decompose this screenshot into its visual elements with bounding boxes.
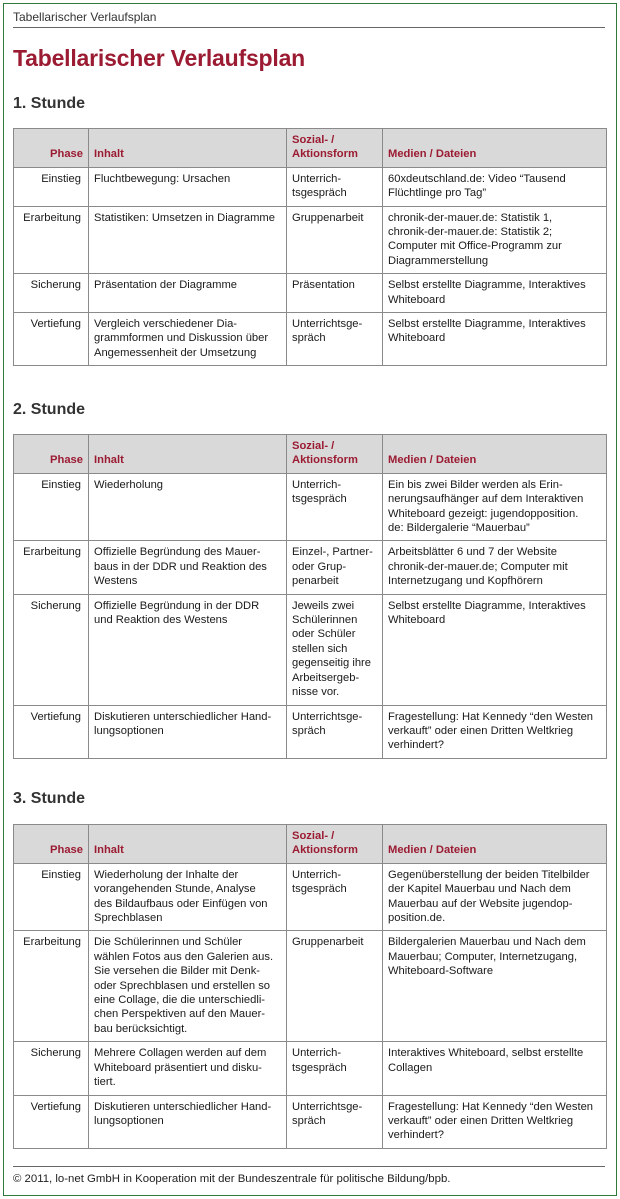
cell-line: Computer mit Office-Programm zur [388, 240, 562, 253]
cell-line: Wiederholung [94, 478, 164, 491]
cell-line: nerungsaufhänger auf dem Interaktiven [388, 493, 584, 506]
cell-line: Präsentation der Diagramme [94, 279, 238, 292]
cell-line: Diskutieren unterschiedlicher Hand- [94, 1100, 272, 1113]
cell-line: oder Grup- [292, 560, 347, 573]
column-header-phase: Phase [14, 825, 89, 864]
cell-line: 60xdeutschland.de: Video “Tausend [388, 172, 566, 185]
inhalt-cell [89, 167, 287, 206]
cell-line: de: Bildergalerie “Mauerbau” [388, 522, 530, 535]
cell-line: Fragestellung: Hat Kennedy “den Westen [388, 1100, 594, 1113]
column-header-medien: Medien / Dateien [383, 129, 607, 168]
column-header-inhalt: Inhalt [89, 435, 287, 474]
cell-line: Arbeitsblätter 6 und 7 der Website [388, 546, 557, 559]
sozialform-cell [287, 594, 383, 705]
cell-line: lungsoptionen [94, 724, 164, 737]
column-header-sozialform [287, 129, 383, 168]
medien-cell [383, 313, 607, 366]
cell-line: chen Perspektiven auf den Mauer- [94, 1008, 266, 1021]
table-row [14, 863, 607, 931]
phase-cell: Sicherung [14, 594, 89, 705]
lesson-table [13, 824, 607, 1149]
column-header-sozialform [287, 825, 383, 864]
cell-line: Westens [94, 575, 138, 588]
sozialform-cell [287, 206, 383, 274]
cell-line: oder Schüler [292, 628, 356, 641]
lesson-table [13, 128, 607, 366]
cell-line: Statistiken: Umsetzen in Diagramme [94, 211, 275, 224]
cell-line: Bildergalerien Mauerbau und Nach dem [388, 936, 586, 949]
sozialform-cell [287, 863, 383, 931]
cell-line: Jeweils zwei [292, 599, 355, 612]
cell-line: Ein bis zwei Bilder werden als Erin- [388, 478, 563, 491]
cell-line: Selbst erstellte Diagramme, Interaktives [388, 279, 586, 292]
cell-line: Whiteboard [388, 293, 446, 306]
cell-line: penarbeit [292, 575, 339, 588]
column-header-medien: Medien / Dateien [383, 435, 607, 474]
phase-cell: Erarbeitung [14, 931, 89, 1042]
cell-line: tsgespräch [292, 493, 347, 506]
cell-line: Fluchtbewegung: Ursachen [94, 172, 231, 185]
table-row [14, 541, 607, 594]
cell-line: Die Schülerinnen und Schüler [94, 936, 243, 949]
inhalt-cell [89, 931, 287, 1042]
cell-line: Unterrich- [292, 478, 342, 491]
cell-line: gegenseitig ihre [292, 657, 371, 670]
cell-line: des Bildaufbaus oder Einfügen von [94, 897, 268, 910]
cell-line: Offizielle Begründung des Mauer- [94, 546, 261, 559]
cell-line: chronik-der-mauer.de; Computer mit [388, 560, 568, 573]
cell-line: stellen sich [292, 642, 348, 655]
cell-line: tiert. [94, 1076, 116, 1089]
cell-line: Selbst erstellte Diagramme, Interaktives [388, 318, 586, 331]
cell-line: Gegenüberstellung der beiden Titelbilder [388, 868, 590, 881]
running-header: Tabellarischer Verlaufsplan [13, 10, 157, 24]
inhalt-cell [89, 1042, 287, 1095]
header-line: Aktionsform [292, 844, 358, 857]
inhalt-cell [89, 313, 287, 366]
cell-line: Fragestellung: Hat Kennedy “den Westen [388, 710, 594, 723]
cell-line: Vergleich verschiedener Dia- [94, 318, 238, 331]
sozialform-cell [287, 473, 383, 541]
cell-line: Flüchtlinge pro Tag” [388, 187, 487, 200]
sozialform-cell [287, 313, 383, 366]
table-row [14, 594, 607, 705]
cell-line: verkauft” oder einen Dritten Weltkrieg [388, 724, 574, 737]
cell-line: baus in der DDR und Reaktion des [94, 560, 267, 573]
cell-line: Interaktives Whiteboard, selbst erstellte [388, 1047, 584, 1060]
cell-line: Offizielle Begründung in der DDR [94, 599, 260, 612]
cell-line: Collagen [388, 1061, 433, 1074]
section-heading: 2. Stunde [13, 401, 86, 418]
table-row [14, 167, 607, 206]
cell-line: Whiteboard [388, 614, 446, 627]
sozialform-cell [287, 931, 383, 1042]
column-header-phase: Phase [14, 129, 89, 168]
cell-line: grammformen und Diskussion über [94, 332, 269, 345]
cell-line: Sie versehen die Bilder mit Denk- [94, 965, 261, 978]
phase-cell: Einstieg [14, 473, 89, 541]
page-title: Tabellarischer Verlaufsplan [13, 45, 306, 71]
table-row [14, 1042, 607, 1095]
cell-line: tsgespräch [292, 187, 347, 200]
table-row [14, 274, 607, 313]
header-line: Sozial- / [292, 134, 335, 146]
sozialform-cell [287, 1042, 383, 1095]
inhalt-cell [89, 705, 287, 758]
cell-line: tsgespräch [292, 1061, 347, 1074]
medien-cell [383, 206, 607, 274]
cell-line: Mauerbau auf der Website jugendop- [388, 897, 573, 910]
phase-cell: Erarbeitung [14, 541, 89, 594]
sozialform-cell [287, 167, 383, 206]
cell-line: nisse vor. [292, 686, 340, 699]
cell-line: Angemessenheit der Umsetzung [94, 346, 257, 359]
table-row [14, 313, 607, 366]
cell-line: der Kapitel Mauerbau und Nach dem [388, 883, 571, 896]
cell-line: Unterrich- [292, 172, 342, 185]
table-header-row [14, 129, 607, 168]
copyright-footer: © 2011, lo-net GmbH in Kooperation mit der Bundeszentrale für politische Bildung/bpb. [13, 1173, 451, 1185]
cell-line: Unterrichtsge- [292, 318, 363, 331]
cell-line: Whiteboard gezeigt: jugendopposition. [388, 507, 579, 520]
column-header-phase: Phase [14, 435, 89, 474]
column-header-inhalt: Inhalt [89, 129, 287, 168]
table-row [14, 473, 607, 541]
cell-line: oder Sprechblasen und erstellen so [94, 979, 271, 992]
cell-line: position.de. [388, 912, 446, 925]
phase-cell: Sicherung [14, 1042, 89, 1095]
cell-line: und Reaktion des Westens [94, 614, 228, 627]
table-row [14, 206, 607, 274]
table-row [14, 1095, 607, 1148]
cell-line: Unterrichtsge- [292, 710, 363, 723]
cell-line: Diskutieren unterschiedlicher Hand- [94, 710, 272, 723]
sozialform-cell [287, 1095, 383, 1148]
column-header-inhalt: Inhalt [89, 825, 287, 864]
cell-line: spräch [292, 332, 326, 345]
medien-cell [383, 274, 607, 313]
table-header-row [14, 435, 607, 474]
inhalt-cell [89, 473, 287, 541]
cell-line: bau berücksichtigt. [94, 1022, 188, 1035]
medien-cell [383, 1042, 607, 1095]
cell-line: Mauerbau; Computer, Internetzugang, [388, 950, 578, 963]
phase-cell: Einstieg [14, 167, 89, 206]
table-row [14, 705, 607, 758]
phase-cell: Sicherung [14, 274, 89, 313]
medien-cell [383, 594, 607, 705]
header-line: Sozial- / [292, 440, 335, 452]
medien-cell [383, 167, 607, 206]
cell-line: chronik-der-mauer.de: Statistik 1, [388, 211, 553, 224]
medien-cell [383, 863, 607, 931]
inhalt-cell [89, 863, 287, 931]
inhalt-cell [89, 206, 287, 274]
cell-line: vorangehenden Stunde, Analyse [94, 883, 256, 896]
cell-line: tsgespräch [292, 883, 347, 896]
cell-line: Selbst erstellte Diagramme, Interaktives [388, 599, 586, 612]
inhalt-cell [89, 274, 287, 313]
medien-cell [383, 1095, 607, 1148]
inhalt-cell [89, 594, 287, 705]
cell-line: Arbeitsergeb- [292, 671, 360, 684]
section-heading: 1. Stunde [13, 95, 86, 112]
cell-line: Internetzugang und Kopfhörern [388, 575, 543, 588]
header-line: Aktionsform [292, 454, 358, 467]
cell-line: Whiteboard [388, 332, 446, 345]
cell-line: spräch [292, 724, 326, 737]
medien-cell [383, 931, 607, 1042]
header-line: Aktionsform [292, 148, 358, 161]
cell-line: Mehrere Collagen werden auf dem [94, 1047, 267, 1060]
section-heading: 3. Stunde [13, 790, 86, 807]
medien-cell [383, 473, 607, 541]
cell-line: Unterrichtsge- [292, 1100, 363, 1113]
cell-line: Diagrammerstellung [388, 254, 489, 267]
phase-cell: Vertiefung [14, 313, 89, 366]
lesson-table [13, 434, 607, 759]
cell-line: spräch [292, 1114, 326, 1127]
cell-line: Whiteboard-Software [388, 965, 494, 978]
sozialform-cell [287, 274, 383, 313]
medien-cell [383, 705, 607, 758]
inhalt-cell [89, 1095, 287, 1148]
medien-cell [383, 541, 607, 594]
cell-line: Wiederholung der Inhalte der [94, 868, 239, 881]
cell-line: Whiteboard präsentiert und disku- [94, 1061, 262, 1074]
cell-line: Gruppenarbeit [292, 211, 364, 224]
cell-line: Gruppenarbeit [292, 936, 364, 949]
cell-line: Sprechblasen [94, 912, 163, 925]
sozialform-cell [287, 705, 383, 758]
cell-line: Schülerinnen [292, 614, 358, 627]
cell-line: wählen Fotos aus den Galerien aus. [94, 950, 274, 963]
cell-line: Einzel-, Partner- [292, 546, 373, 559]
cell-line: lungsoptionen [94, 1114, 164, 1127]
phase-cell: Vertiefung [14, 705, 89, 758]
table-header-row [14, 825, 607, 864]
cell-line: verhindert? [388, 739, 444, 752]
table-row [14, 931, 607, 1042]
cell-line: Unterrich- [292, 1047, 342, 1060]
cell-line: verkauft” oder einen Dritten Weltkrieg [388, 1114, 574, 1127]
header-line: Sozial- / [292, 830, 335, 842]
column-header-medien: Medien / Dateien [383, 825, 607, 864]
cell-line: Präsentation [292, 279, 355, 292]
phase-cell: Erarbeitung [14, 206, 89, 274]
phase-cell: Einstieg [14, 863, 89, 931]
header-divider [13, 27, 605, 28]
footer-divider [13, 1166, 605, 1167]
cell-line: eine Collage, die die unterschiedli- [94, 994, 266, 1007]
sozialform-cell [287, 541, 383, 594]
column-header-sozialform [287, 435, 383, 474]
phase-cell: Vertiefung [14, 1095, 89, 1148]
inhalt-cell [89, 541, 287, 594]
cell-line: chronik-der-mauer.de: Statistik 2; [388, 226, 553, 239]
cell-line: verhindert? [388, 1129, 444, 1142]
cell-line: Unterrich- [292, 868, 342, 881]
